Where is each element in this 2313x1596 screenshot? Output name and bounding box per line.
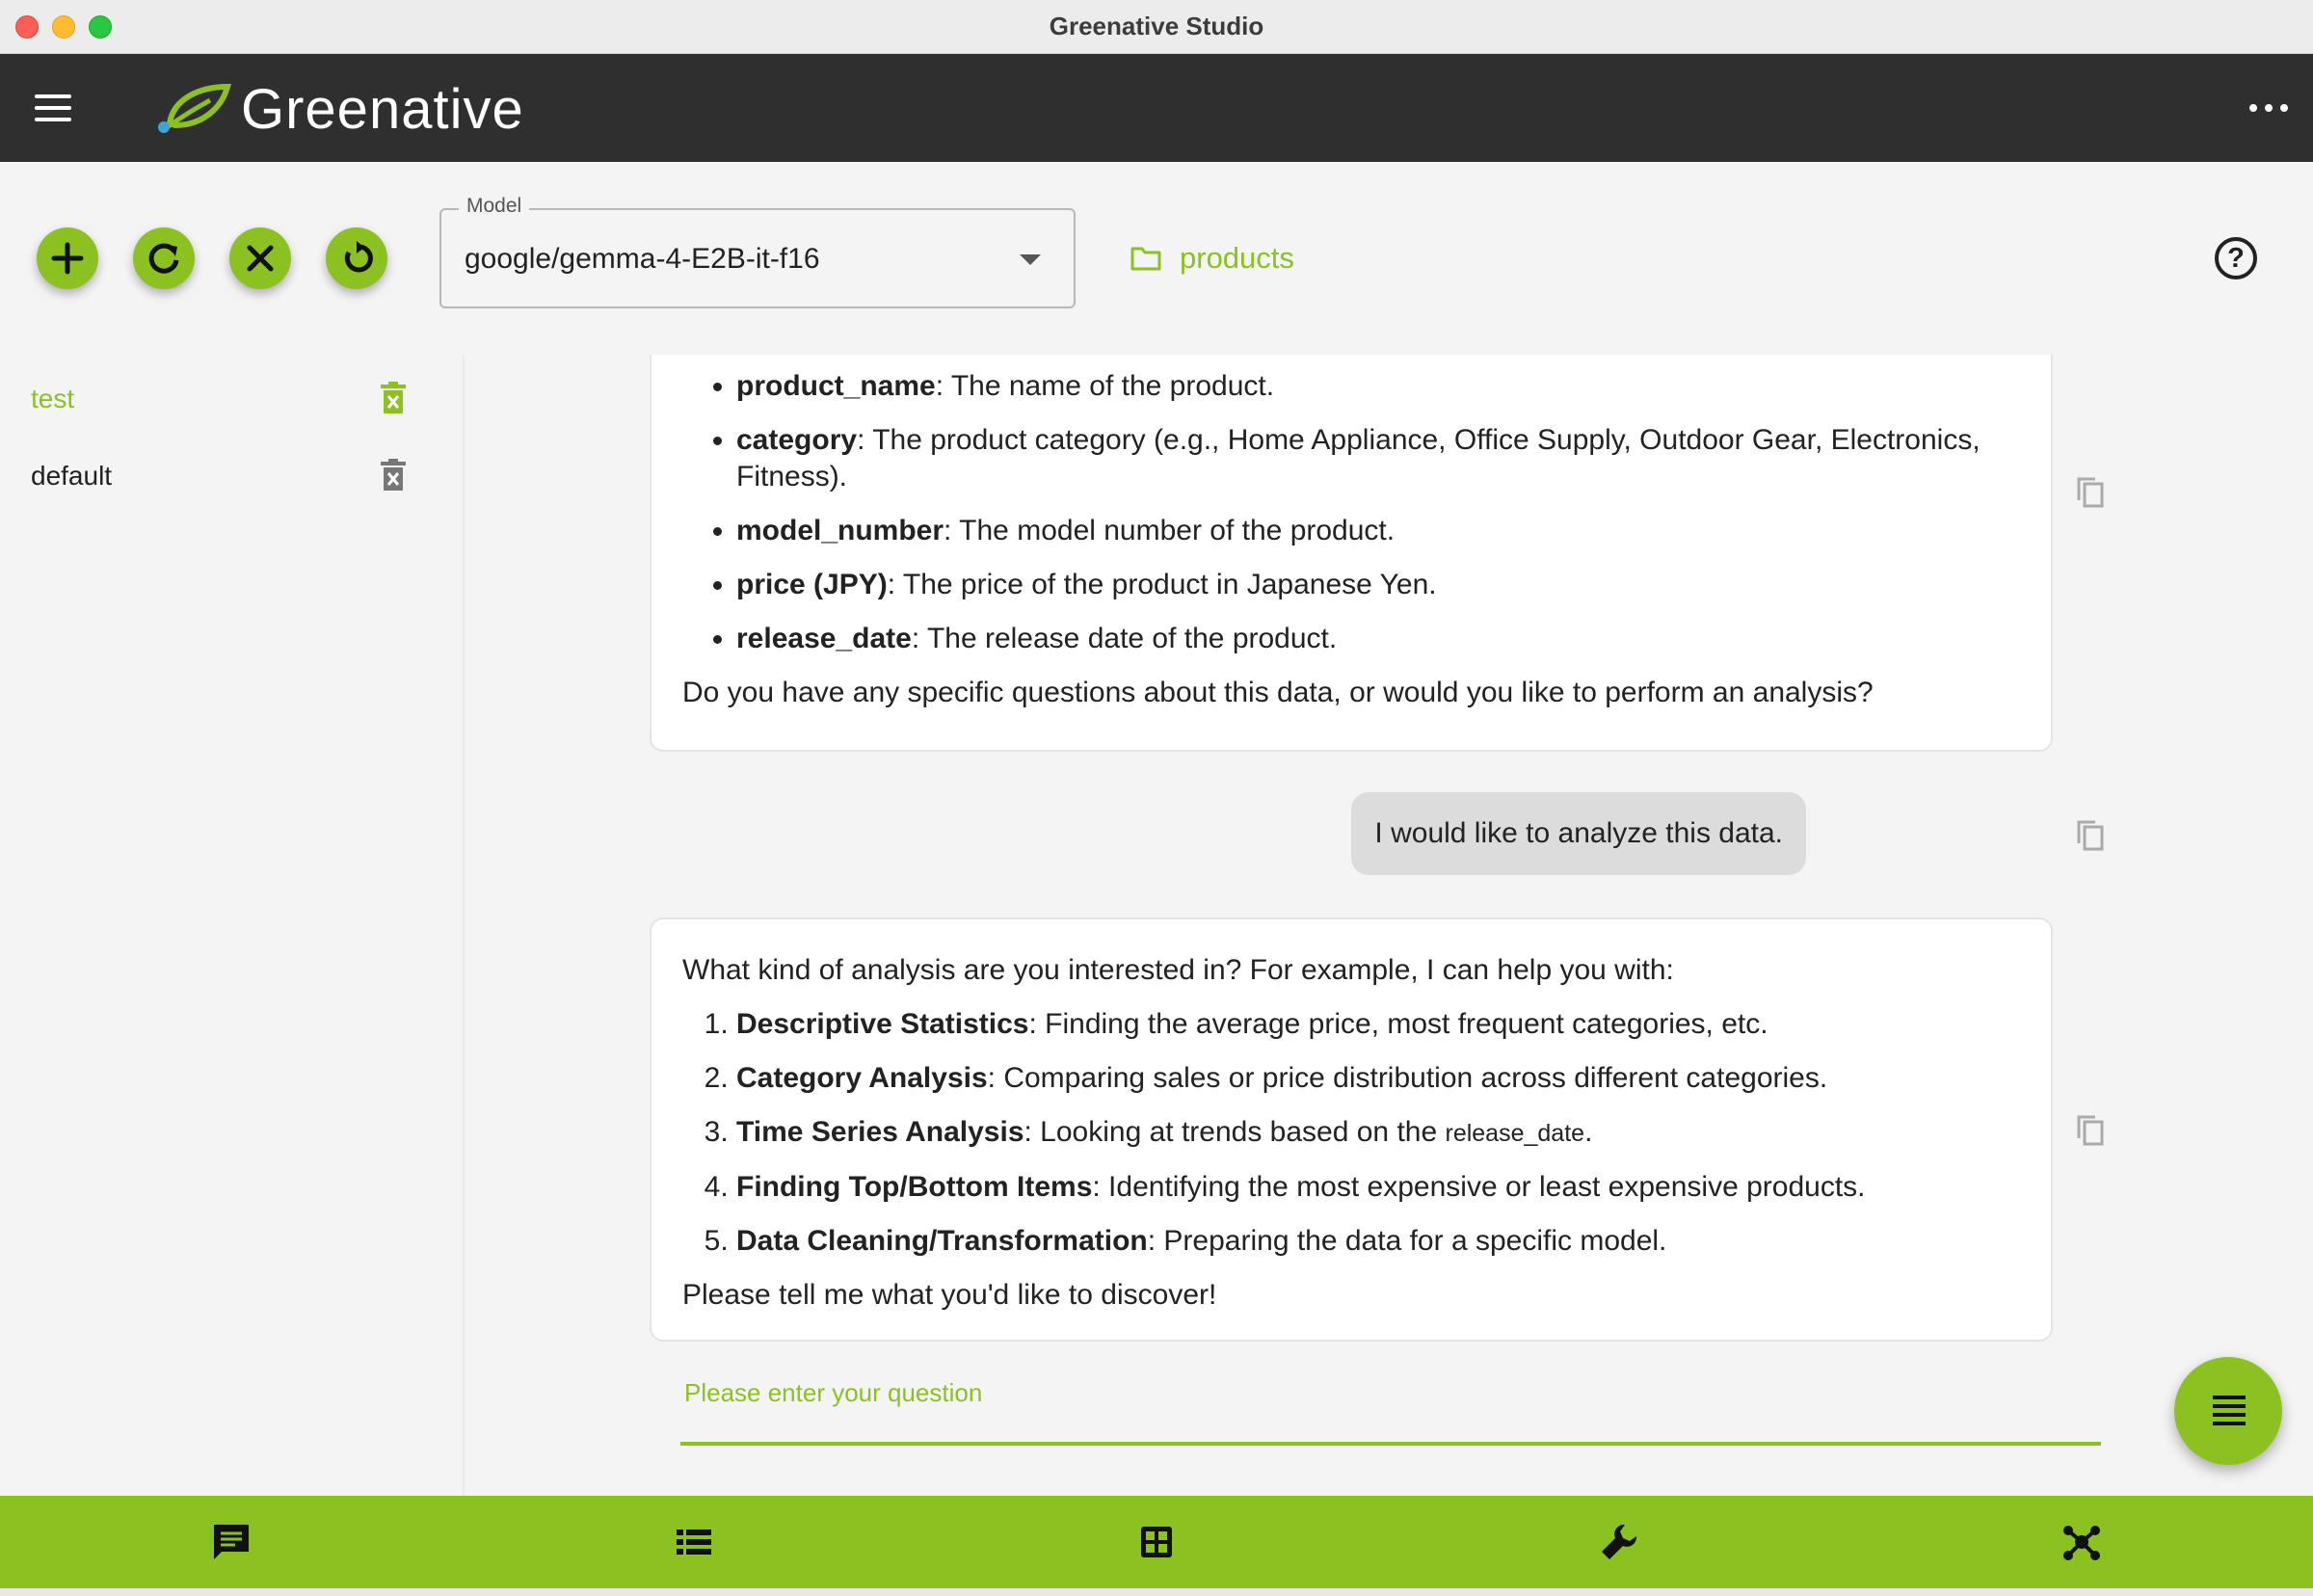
- session-label: test: [31, 384, 75, 413]
- question-input[interactable]: [680, 1367, 2101, 1446]
- nav-list[interactable]: [673, 1521, 715, 1563]
- model-select-label: Model: [459, 195, 529, 218]
- copy-icon[interactable]: [2076, 819, 2105, 852]
- list-item: 4. Finding Top/Bottom Items: Identifying the most expensive or least expensive products.: [736, 1169, 2020, 1206]
- folder-label: products: [1180, 241, 1294, 275]
- session-item-default[interactable]: [0, 436, 465, 513]
- inline-code: release_date: [1445, 1120, 1585, 1147]
- refresh-button[interactable]: [133, 227, 195, 289]
- question-input-placeholder: Please enter your question: [684, 1378, 983, 1407]
- network-icon: [2060, 1521, 2103, 1563]
- session-sidebar: [0, 355, 465, 1496]
- list-item: 5. Data Cleaning/Transformation: Preparing the data for a specific model.: [736, 1223, 2020, 1260]
- list-item: 1. Descriptive Statistics: Finding the average price, most frequent categories, etc.: [736, 1006, 2020, 1043]
- help-circle-icon[interactable]: ?: [2215, 237, 2257, 279]
- list-item: 3. Time Series Analysis: Looking at trends based on the release_date.: [736, 1114, 2020, 1152]
- list-item: • release_date: The release date of the product.: [736, 621, 2020, 657]
- nav-tools[interactable]: [1598, 1521, 1640, 1563]
- field-list: [736, 368, 2020, 657]
- chat-icon: [210, 1521, 253, 1563]
- nav-chat[interactable]: [210, 1521, 253, 1563]
- folder-link[interactable]: [1130, 241, 1294, 276]
- close-icon: [241, 239, 279, 278]
- nav-network[interactable]: [2060, 1521, 2103, 1563]
- app-header: [0, 54, 2313, 162]
- assistant-message: [650, 355, 2053, 752]
- message-closing: Please tell me what you'd like to discover!: [682, 1279, 1217, 1311]
- reset-button[interactable]: [326, 227, 387, 289]
- bottom-strip: [0, 1588, 2313, 1596]
- input-underline: [680, 1442, 2101, 1446]
- analysis-list: [736, 1006, 2020, 1260]
- chevron-down-icon: [1020, 254, 1041, 265]
- plus-icon: [48, 239, 87, 278]
- list-menu-button[interactable]: [2174, 1357, 2282, 1465]
- hamburger-menu-icon[interactable]: [35, 94, 71, 121]
- chat-area[interactable]: [466, 355, 2313, 1496]
- delete-icon[interactable]: [380, 459, 407, 492]
- list-item: • product_name: The name of the product.: [736, 368, 2020, 405]
- list-item: • category: The product category (e.g., Home Appliance, Office Supply, Outdoor Gear, Electronics, Fitness).: [736, 422, 2020, 495]
- refresh-icon: [145, 239, 183, 278]
- assistant-message: [650, 918, 2053, 1342]
- model-select[interactable]: [439, 195, 1076, 308]
- list-item: 2. Category Analysis: Comparing sales or price distribution across different categories.: [736, 1060, 2020, 1097]
- message-closing: Do you have any specific questions about this data, or would you like to perform an analysis?: [682, 677, 1874, 708]
- list-item: • model_number: The model number of the product.: [736, 513, 2020, 549]
- session-item-test[interactable]: [0, 359, 465, 436]
- model-select-value: google/gemma-4-E2B-it-f16: [465, 243, 820, 275]
- list-icon: [2213, 1396, 2246, 1399]
- wrench-icon: [1598, 1521, 1640, 1563]
- list-icon: [673, 1521, 715, 1563]
- window-titlebar: [0, 0, 2313, 54]
- more-horizontal-icon[interactable]: [2247, 91, 2290, 125]
- copy-icon[interactable]: [2076, 476, 2105, 509]
- grid-icon: [1135, 1521, 1178, 1563]
- brand-name: Greenative: [241, 78, 524, 141]
- window-title: Greenative Studio: [1049, 12, 1264, 40]
- bottom-navigation: [0, 1496, 2313, 1588]
- list-item: • price (JPY): The price of the product in Japanese Yen.: [736, 567, 2020, 603]
- copy-icon[interactable]: [2076, 1114, 2105, 1147]
- clear-button[interactable]: [229, 227, 291, 289]
- add-session-button[interactable]: [37, 227, 98, 289]
- delete-icon[interactable]: [380, 382, 407, 414]
- session-label: default: [31, 461, 113, 491]
- message-intro: What kind of analysis are you interested in? For example, I can help you with:: [682, 954, 1674, 986]
- restart-icon: [337, 239, 376, 278]
- user-message: I would like to analyze this data.: [1351, 792, 1806, 875]
- folder-icon: [1130, 245, 1162, 272]
- nav-dashboard[interactable]: [1135, 1521, 1178, 1563]
- leaf-logo-icon: [154, 79, 231, 137]
